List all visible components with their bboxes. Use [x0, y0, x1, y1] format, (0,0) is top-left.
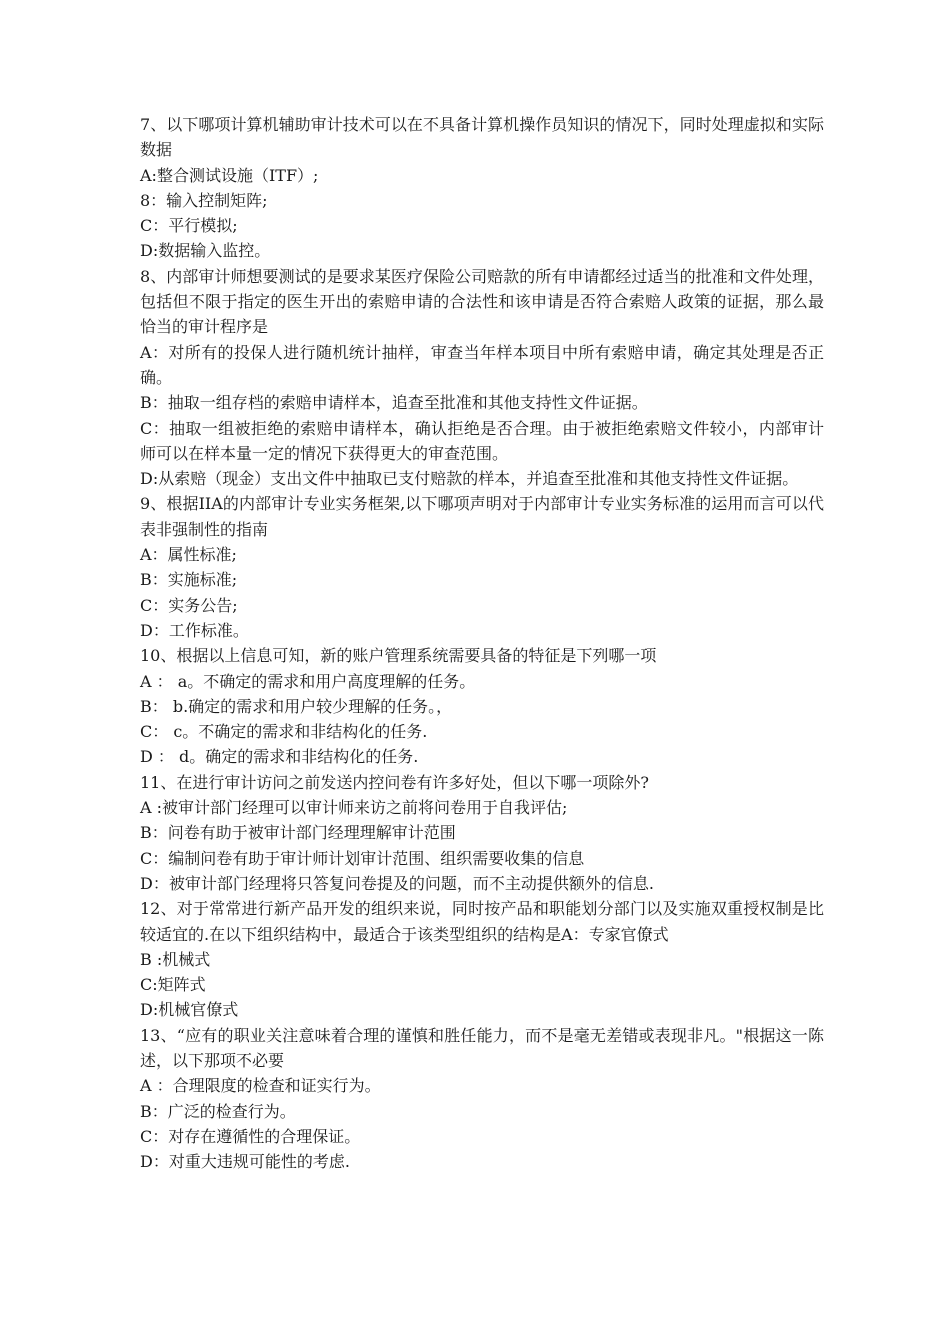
option-b: B：抽取一组存档的索赔申请样本，追查至批准和其他支持性文件证据。 — [140, 393, 648, 413]
option-c: C：编制问卷有助于审计师计划审计范围、组织需要收集的信息 — [140, 848, 585, 868]
option-b: B：广泛的检查行为。 — [140, 1101, 296, 1121]
option-d: D：工作标准。 — [140, 620, 249, 640]
question-12 — [140, 896, 824, 1022]
option-b: B： b.确定的需求和用户较少理解的任务。， — [140, 696, 453, 716]
option-a: A：属性标准; — [140, 545, 237, 565]
question-8 — [140, 264, 824, 492]
option-d: D：对重大违规可能性的考虑. — [140, 1152, 350, 1172]
option-b: B：实施标准; — [140, 570, 238, 590]
option-d: D ： d。确定的需求和非结构化的任务. — [140, 747, 419, 767]
option-a: A ： a。不确定的需求和用户高度理解的任务。 — [140, 671, 476, 691]
question-text: 8、内部审计师想要测试的是要求某医疗保险公司赔款的所有申请都经过适当的批准和文件处理，包括但不限于指定的医生开出的索赔申请的合法性和该申请是否符合索赔人政策的证据，那么最恰当的审计程序是 — [140, 266, 824, 337]
question-text: 13、“应有的职业关注意味着合理的谨慎和胜任能力，而不是毫无差错或表现非凡。"根据这一陈述，以下那项不必要 — [140, 1025, 824, 1070]
question-text: 12、对于常常进行新产品开发的组织来说，同时按产品和职能划分部门以及实施双重授权制是比较适宜的.在以下组织结构中，最适合于该类型组织的结构是A：专家官僚式 — [140, 899, 824, 944]
option-c: C：抽取一组被拒绝的索赔申请样本，确认拒绝是否合理。由于被拒绝索赔文件较小，内部审计师可以在样本量一定的情况下获得更大的审查范围。 — [140, 418, 824, 463]
option-c: C：实务公告; — [140, 595, 238, 615]
question-text: 10、根据以上信息可知，新的账户管理系统需要具备的特征是下列哪一项 — [140, 646, 657, 666]
option-c: C:矩阵式 — [140, 975, 206, 995]
question-7 — [140, 112, 824, 264]
option-a: A :被审计部门经理可以审计师来访之前将问卷用于自我评估; — [140, 798, 568, 818]
option-a: A：对所有的投保人进行随机统计抽样，审查当年样本项目中所有索赔申请，确定其处理是否正确。 — [140, 342, 824, 387]
option-d: D:数据输入监控。 — [140, 241, 271, 261]
option-c: C：平行模拟; — [140, 216, 238, 236]
question-text: 7、以下哪项计算机辅助审计技术可以在不具备计算机操作员知识的情况下，同时处理虚拟和实际数据 — [140, 115, 824, 160]
question-text: 11、在进行审计访问之前发送内控问卷有许多好处，但以下哪一项除外? — [140, 772, 649, 792]
question-11 — [140, 770, 824, 896]
option-b: B :机械式 — [140, 949, 211, 969]
option-c: C： c。不确定的需求和非结构化的任务. — [140, 722, 428, 742]
question-10 — [140, 643, 824, 769]
option-a: A ：合理限度的检查和证实行为。 — [140, 1076, 381, 1096]
option-d: D:机械官僚式 — [140, 1000, 239, 1020]
option-b: B：问卷有助于被审计部门经理理解审计范围 — [140, 823, 456, 843]
question-9 — [140, 491, 824, 643]
option-d: D：被审计部门经理将只答复问卷提及的问题，而不主动提供额外的信息. — [140, 873, 654, 893]
question-text: 9、根据IIA的内部审计专业实务框架,以下哪项声明对于内部审计专业实务标准的运用而言可以代表非强制性的指南 — [140, 494, 824, 539]
document-page — [140, 112, 824, 1174]
option-c: C：对存在遵循性的合理保证。 — [140, 1126, 361, 1146]
option-b: 8：输入控制矩阵; — [140, 190, 268, 210]
option-d: D:从索赔（现金）支出文件中抽取已支付赔款的样本，并追查至批准和其他支持性文件证据。 — [140, 469, 799, 489]
question-13 — [140, 1023, 824, 1175]
option-a: A:整合测试设施（ITF）; — [140, 165, 319, 185]
